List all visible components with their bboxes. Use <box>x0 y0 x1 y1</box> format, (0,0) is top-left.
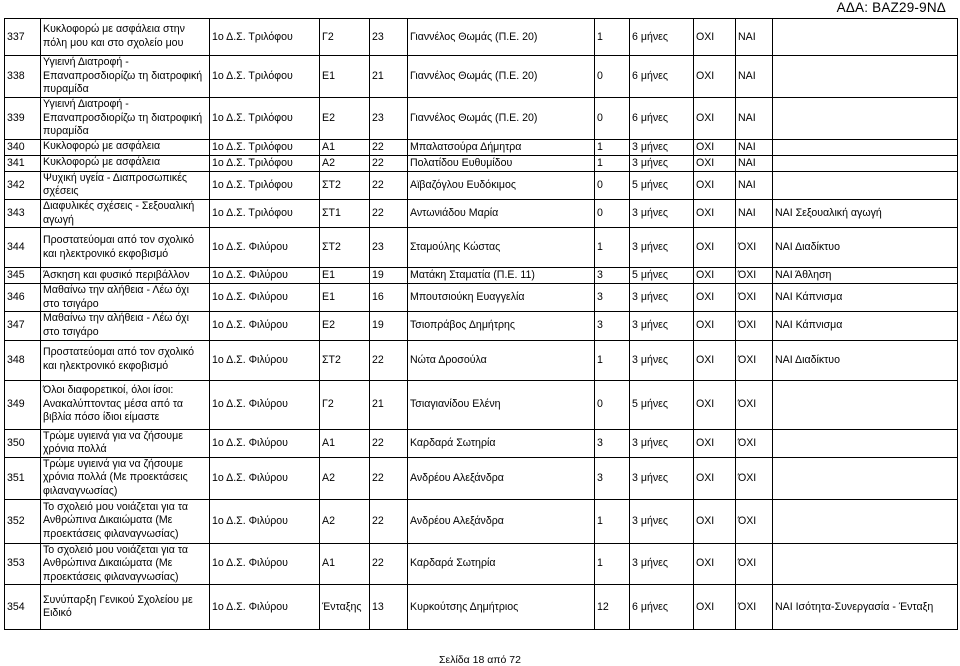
teacher-cell: Ματάκη Σταματία (Π.Ε. 11) <box>408 268 595 284</box>
duration-cell: 3 μήνες <box>630 139 694 155</box>
teacher-cell: Γιαννέλος Θωμάς (Π.Ε. 20) <box>408 19 595 56</box>
class-cell: Ε1 <box>320 268 370 284</box>
duration-cell: 5 μήνες <box>630 380 694 429</box>
class-cell: Γ2 <box>320 19 370 56</box>
school-cell: 1ο Δ.Σ. Φιλύρου <box>210 499 320 543</box>
row-number: 345 <box>5 268 41 284</box>
topic-cell: Τρώμε υγιεινά για να ζήσουμε χρόνια πολλά <box>41 429 210 457</box>
flag-b-cell: ΝΑΙ <box>736 199 773 227</box>
class-cell: Α2 <box>320 457 370 499</box>
notes-cell <box>773 155 958 171</box>
notes-cell: ΝΑΙ Διαδίκτυο <box>773 228 958 268</box>
school-cell: 1ο Δ.Σ. Τριλόφου <box>210 19 320 56</box>
students-cell: 16 <box>370 284 408 312</box>
table-row <box>5 499 958 543</box>
class-cell: Α1 <box>320 429 370 457</box>
class-cell: Ε1 <box>320 56 370 98</box>
topic-cell: Το σχολειό μου νοιάζεται για τα Ανθρώπινα Δικαιώματα (Με προεκτάσεις φιλαναγνωσίας) <box>41 543 210 585</box>
flag-b-cell: ΝΑΙ <box>736 139 773 155</box>
flag-b-cell: ΌΧΙ <box>736 268 773 284</box>
school-cell: 1ο Δ.Σ. Φιλύρου <box>210 457 320 499</box>
teacher-cell: Τσιαγιανίδου Ελένη <box>408 380 595 429</box>
class-cell: Α1 <box>320 543 370 585</box>
row-number: 341 <box>5 155 41 171</box>
class-cell: Ε2 <box>320 312 370 340</box>
school-cell: 1ο Δ.Σ. Τριλόφου <box>210 155 320 171</box>
topic-cell: Προστατεύομαι από τον σχολικό και ηλεκτρονικό εκφοβισμό <box>41 340 210 380</box>
table-row <box>5 457 958 499</box>
topic-cell: Κυκλοφορώ με ασφάλεια <box>41 155 210 171</box>
flag-a-cell: ΟΧΙ <box>694 98 736 140</box>
flag-a-cell: ΟΧΙ <box>694 228 736 268</box>
table-row <box>5 139 958 155</box>
flag-b-cell: ΝΑΙ <box>736 155 773 171</box>
table-row <box>5 171 958 199</box>
duration-cell: 6 μήνες <box>630 56 694 98</box>
programs-table <box>4 18 958 630</box>
table-row <box>5 19 958 56</box>
school-cell: 1ο Δ.Σ. Φιλύρου <box>210 312 320 340</box>
notes-cell <box>773 457 958 499</box>
teacher-cell: Καρδαρά Σωτηρία <box>408 429 595 457</box>
duration-cell: 3 μήνες <box>630 543 694 585</box>
notes-cell <box>773 139 958 155</box>
flag-a-cell: ΟΧΙ <box>694 139 736 155</box>
count-cell: 1 <box>595 499 630 543</box>
teacher-cell: Κυρκούτσης Δημήτριος <box>408 585 595 630</box>
flag-b-cell: ΌΧΙ <box>736 543 773 585</box>
school-cell: 1ο Δ.Σ. Τριλόφου <box>210 199 320 227</box>
duration-cell: 3 μήνες <box>630 499 694 543</box>
row-number: 343 <box>5 199 41 227</box>
flag-a-cell: ΟΧΙ <box>694 155 736 171</box>
class-cell: ΣΤ2 <box>320 228 370 268</box>
flag-b-cell: ΌΧΙ <box>736 312 773 340</box>
students-cell: 23 <box>370 98 408 140</box>
teacher-cell: Γιαννέλος Θωμάς (Π.Ε. 20) <box>408 56 595 98</box>
students-cell: 22 <box>370 429 408 457</box>
students-cell: 23 <box>370 228 408 268</box>
students-cell: 19 <box>370 268 408 284</box>
duration-cell: 6 μήνες <box>630 19 694 56</box>
class-cell: Ένταξης <box>320 585 370 630</box>
notes-cell: ΝΑΙ Κάπνισμα <box>773 284 958 312</box>
notes-cell: ΝΑΙ Άθληση <box>773 268 958 284</box>
flag-b-cell: ΝΑΙ <box>736 98 773 140</box>
notes-cell <box>773 543 958 585</box>
ada-code: ΑΔΑ: ΒΑΖ29-9ΝΔ <box>836 0 946 15</box>
notes-cell <box>773 19 958 56</box>
flag-a-cell: ΟΧΙ <box>694 284 736 312</box>
school-cell: 1ο Δ.Σ. Φιλύρου <box>210 284 320 312</box>
students-cell: 22 <box>370 340 408 380</box>
topic-cell: Ψυχική υγεία - Διαπροσωπικές σχέσεις <box>41 171 210 199</box>
count-cell: 1 <box>595 139 630 155</box>
topic-cell: Συνύπαρξη Γενικού Σχολείου με Ειδικό <box>41 585 210 630</box>
flag-b-cell: ΝΑΙ <box>736 56 773 98</box>
teacher-cell: Ανδρέου Αλεξάνδρα <box>408 499 595 543</box>
notes-cell <box>773 499 958 543</box>
class-cell: Α2 <box>320 155 370 171</box>
count-cell: 0 <box>595 98 630 140</box>
table-row <box>5 340 958 380</box>
count-cell: 3 <box>595 429 630 457</box>
table-row <box>5 56 958 98</box>
topic-cell: Υγιεινή Διατροφή - Επαναπροσδιορίζω τη διατροφική πυραμίδα <box>41 98 210 140</box>
students-cell: 22 <box>370 499 408 543</box>
topic-cell: Άσκηση και φυσικό περιβάλλον <box>41 268 210 284</box>
row-number: 349 <box>5 380 41 429</box>
flag-a-cell: ΟΧΙ <box>694 380 736 429</box>
school-cell: 1ο Δ.Σ. Φιλύρου <box>210 380 320 429</box>
teacher-cell: Μπουτσιούκη Ευαγγελία <box>408 284 595 312</box>
students-cell: 22 <box>370 457 408 499</box>
row-number: 354 <box>5 585 41 630</box>
table-row <box>5 380 958 429</box>
topic-cell: Τρώμε υγιεινά για να ζήσουμε χρόνια πολλά (Με προεκτάσεις φιλαναγνωσίας) <box>41 457 210 499</box>
notes-cell <box>773 429 958 457</box>
count-cell: 0 <box>595 171 630 199</box>
teacher-cell: Σταμούλης Κώστας <box>408 228 595 268</box>
duration-cell: 6 μήνες <box>630 98 694 140</box>
duration-cell: 3 μήνες <box>630 199 694 227</box>
count-cell: 0 <box>595 56 630 98</box>
count-cell: 0 <box>595 199 630 227</box>
row-number: 353 <box>5 543 41 585</box>
students-cell: 22 <box>370 155 408 171</box>
class-cell: ΣΤ2 <box>320 171 370 199</box>
topic-cell: Διαφυλικές σχέσεις - Σεξουαλική αγωγή <box>41 199 210 227</box>
teacher-cell: Γιαννέλος Θωμάς (Π.Ε. 20) <box>408 98 595 140</box>
topic-cell: Το σχολειό μου νοιάζεται για τα Ανθρώπινα Δικαιώματα (Με προεκτάσεις φιλαναγνωσίας) <box>41 499 210 543</box>
school-cell: 1ο Δ.Σ. Τριλόφου <box>210 139 320 155</box>
row-number: 344 <box>5 228 41 268</box>
flag-a-cell: ΟΧΙ <box>694 457 736 499</box>
class-cell: Γ2 <box>320 380 370 429</box>
notes-cell: ΝΑΙ Σεξουαλική αγωγή <box>773 199 958 227</box>
flag-b-cell: ΌΧΙ <box>736 499 773 543</box>
table-row <box>5 585 958 630</box>
students-cell: 23 <box>370 19 408 56</box>
count-cell: 1 <box>595 543 630 585</box>
teacher-cell: Αϊβαζόγλου Ευδόκιμος <box>408 171 595 199</box>
topic-cell: Όλοι διαφορετικοί, όλοι ίσοι: Ανακαλύπτοντας μέσα από τα βιβλία πόσο ίδιοι είμαστε <box>41 380 210 429</box>
topic-cell: Προστατεύομαι από τον σχολικό και ηλεκτρονικό εκφοβισμό <box>41 228 210 268</box>
flag-b-cell: ΌΧΙ <box>736 457 773 499</box>
class-cell: Ε1 <box>320 284 370 312</box>
flag-a-cell: ΟΧΙ <box>694 171 736 199</box>
table-row <box>5 228 958 268</box>
students-cell: 21 <box>370 380 408 429</box>
row-number: 346 <box>5 284 41 312</box>
flag-b-cell: ΌΧΙ <box>736 284 773 312</box>
row-number: 350 <box>5 429 41 457</box>
flag-a-cell: ΟΧΙ <box>694 585 736 630</box>
row-number: 338 <box>5 56 41 98</box>
students-cell: 13 <box>370 585 408 630</box>
duration-cell: 3 μήνες <box>630 228 694 268</box>
count-cell: 1 <box>595 340 630 380</box>
teacher-cell: Νώτα Δροσούλα <box>408 340 595 380</box>
duration-cell: 3 μήνες <box>630 340 694 380</box>
school-cell: 1ο Δ.Σ. Φιλύρου <box>210 228 320 268</box>
row-number: 342 <box>5 171 41 199</box>
school-cell: 1ο Δ.Σ. Φιλύρου <box>210 340 320 380</box>
class-cell: Α1 <box>320 139 370 155</box>
students-cell: 22 <box>370 171 408 199</box>
duration-cell: 5 μήνες <box>630 268 694 284</box>
row-number: 340 <box>5 139 41 155</box>
notes-cell <box>773 98 958 140</box>
duration-cell: 5 μήνες <box>630 171 694 199</box>
teacher-cell: Αντωνιάδου Μαρία <box>408 199 595 227</box>
table-row <box>5 284 958 312</box>
notes-cell <box>773 171 958 199</box>
flag-b-cell: ΌΧΙ <box>736 340 773 380</box>
school-cell: 1ο Δ.Σ. Φιλύρου <box>210 268 320 284</box>
class-cell: ΣΤ1 <box>320 199 370 227</box>
flag-a-cell: ΟΧΙ <box>694 56 736 98</box>
row-number: 339 <box>5 98 41 140</box>
count-cell: 1 <box>595 155 630 171</box>
count-cell: 12 <box>595 585 630 630</box>
duration-cell: 3 μήνες <box>630 429 694 457</box>
notes-cell <box>773 380 958 429</box>
flag-a-cell: ΟΧΙ <box>694 268 736 284</box>
count-cell: 3 <box>595 312 630 340</box>
duration-cell: 6 μήνες <box>630 585 694 630</box>
class-cell: Α2 <box>320 499 370 543</box>
count-cell: 3 <box>595 268 630 284</box>
students-cell: 19 <box>370 312 408 340</box>
school-cell: 1ο Δ.Σ. Τριλόφου <box>210 56 320 98</box>
flag-a-cell: ΟΧΙ <box>694 429 736 457</box>
table-row <box>5 155 958 171</box>
flag-a-cell: ΟΧΙ <box>694 340 736 380</box>
duration-cell: 3 μήνες <box>630 284 694 312</box>
row-number: 351 <box>5 457 41 499</box>
row-number: 347 <box>5 312 41 340</box>
school-cell: 1ο Δ.Σ. Τριλόφου <box>210 171 320 199</box>
school-cell: 1ο Δ.Σ. Φιλύρου <box>210 429 320 457</box>
flag-b-cell: ΌΧΙ <box>736 585 773 630</box>
table-row <box>5 98 958 140</box>
flag-a-cell: ΟΧΙ <box>694 499 736 543</box>
teacher-cell: Πολατίδου Ευθυμίδου <box>408 155 595 171</box>
school-cell: 1ο Δ.Σ. Τριλόφου <box>210 98 320 140</box>
teacher-cell: Ανδρέου Αλεξάνδρα <box>408 457 595 499</box>
topic-cell: Κυκλοφορώ με ασφάλεια στην πόλη μου και στο σχολείο μου <box>41 19 210 56</box>
table-row <box>5 543 958 585</box>
flag-a-cell: ΟΧΙ <box>694 199 736 227</box>
table-row <box>5 199 958 227</box>
teacher-cell: Καρδαρά Σωτηρία <box>408 543 595 585</box>
count-cell: 0 <box>595 380 630 429</box>
count-cell: 1 <box>595 19 630 56</box>
flag-a-cell: ΟΧΙ <box>694 19 736 56</box>
topic-cell: Μαθαίνω την αλήθεια - Λέω όχι στο τσιγάρο <box>41 312 210 340</box>
students-cell: 22 <box>370 543 408 585</box>
teacher-cell: Τσιοπράβος Δημήτρης <box>408 312 595 340</box>
count-cell: 3 <box>595 457 630 499</box>
notes-cell: ΝΑΙ Ισότητα-Συνεργασία - Ένταξη <box>773 585 958 630</box>
students-cell: 22 <box>370 139 408 155</box>
flag-b-cell: ΌΧΙ <box>736 429 773 457</box>
count-cell: 1 <box>595 228 630 268</box>
flag-b-cell: ΌΧΙ <box>736 380 773 429</box>
class-cell: Ε2 <box>320 98 370 140</box>
flag-a-cell: ΟΧΙ <box>694 543 736 585</box>
flag-b-cell: ΌΧΙ <box>736 228 773 268</box>
duration-cell: 3 μήνες <box>630 155 694 171</box>
topic-cell: Κυκλοφορώ με ασφάλεια <box>41 139 210 155</box>
row-number: 348 <box>5 340 41 380</box>
students-cell: 22 <box>370 199 408 227</box>
topic-cell: Υγιεινή Διατροφή - Επαναπροσδιορίζω τη διατροφική πυραμίδα <box>41 56 210 98</box>
table-row <box>5 429 958 457</box>
teacher-cell: Μπαλατσούρα Δήμητρα <box>408 139 595 155</box>
page-number: Σελίδα 18 από 72 <box>439 654 521 666</box>
row-number: 337 <box>5 19 41 56</box>
school-cell: 1ο Δ.Σ. Φιλύρου <box>210 585 320 630</box>
notes-cell <box>773 56 958 98</box>
table-row <box>5 268 958 284</box>
flag-a-cell: ΟΧΙ <box>694 312 736 340</box>
topic-cell: Μαθαίνω την αλήθεια - Λέω όχι στο τσιγάρο <box>41 284 210 312</box>
school-cell: 1ο Δ.Σ. Φιλύρου <box>210 543 320 585</box>
notes-cell: ΝΑΙ Κάπνισμα <box>773 312 958 340</box>
count-cell: 3 <box>595 284 630 312</box>
class-cell: ΣΤ2 <box>320 340 370 380</box>
flag-b-cell: ΝΑΙ <box>736 171 773 199</box>
row-number: 352 <box>5 499 41 543</box>
duration-cell: 3 μήνες <box>630 312 694 340</box>
students-cell: 21 <box>370 56 408 98</box>
table-row <box>5 312 958 340</box>
notes-cell: ΝΑΙ Διαδίκτυο <box>773 340 958 380</box>
duration-cell: 3 μήνες <box>630 457 694 499</box>
flag-b-cell: ΝΑΙ <box>736 19 773 56</box>
